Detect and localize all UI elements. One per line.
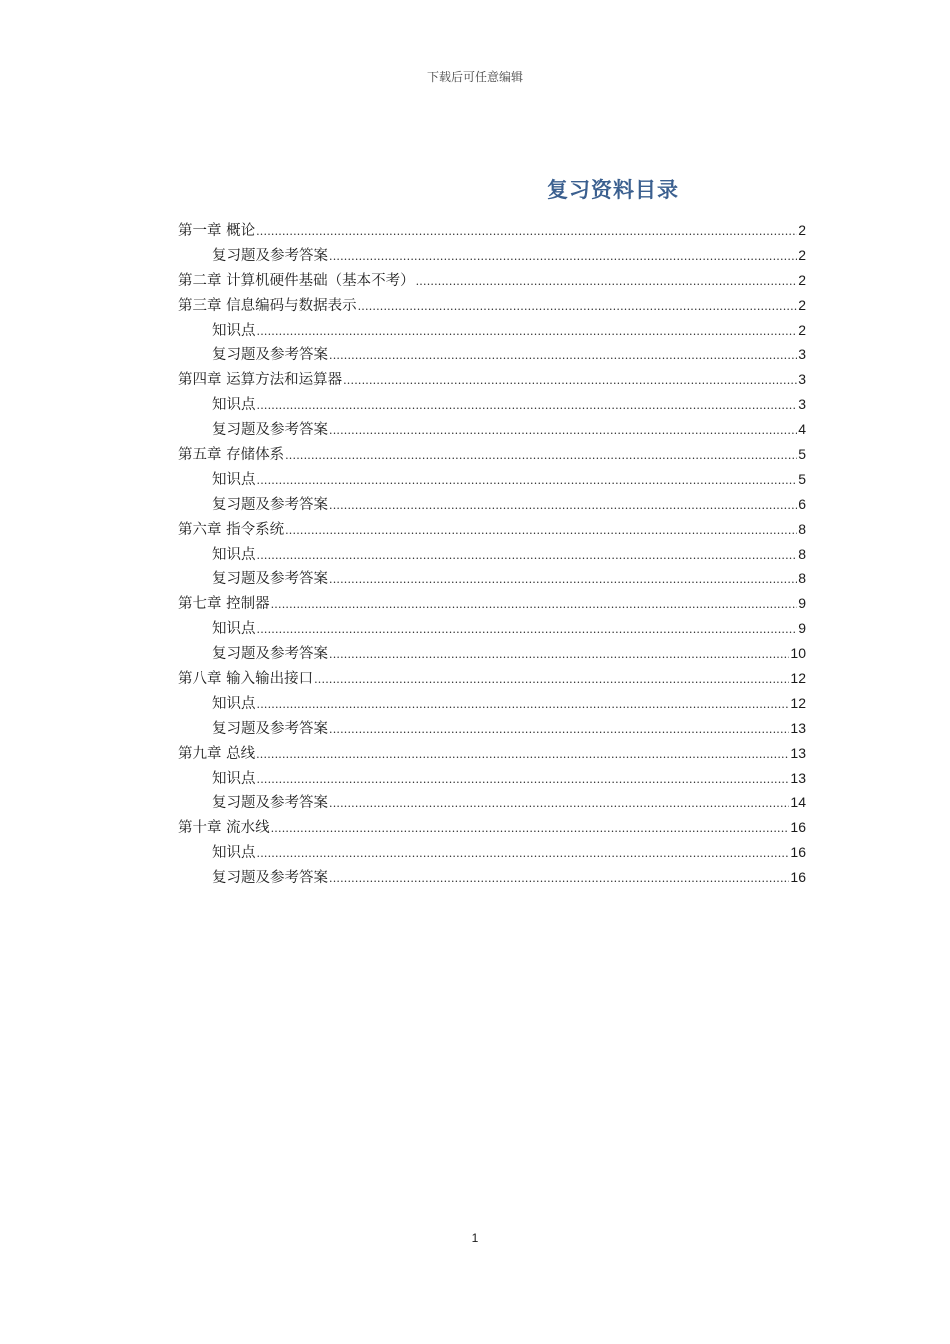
toc-entry[interactable] [178,815,806,840]
toc-entry-label: 知识点 [212,845,256,862]
toc-entry-page: 8 [798,570,806,587]
toc-entry-page: 3 [798,396,806,413]
toc-entry[interactable] [178,517,806,542]
toc-entry-label: 知识点 [212,471,256,488]
toc-entry[interactable] [178,741,806,766]
toc-dot-leader [256,743,789,768]
toc-entry-label: 知识点 [212,322,256,339]
toc-entry-label: 知识点 [212,770,256,787]
toc-entry-label: 第二章 计算机硬件基础（基本不考） [178,272,415,289]
toc-entry-page: 14 [790,794,806,811]
toc-entry-label: 复习题及参考答案 [212,870,328,887]
toc-dot-leader [285,444,797,469]
toc-dot-leader [257,693,790,718]
toc-entry[interactable] [178,766,806,791]
toc-entry[interactable] [178,542,806,567]
toc-entry[interactable] [178,691,806,716]
toc-entry-label: 第八章 输入输出接口 [178,671,314,688]
toc-entry-page: 10 [790,645,806,662]
toc-entry-label: 复习题及参考答案 [212,795,328,812]
toc-dot-leader [257,469,798,494]
toc-entry-page: 13 [790,719,806,736]
toc-entry-page: 2 [798,246,806,263]
toc-entry-label: 第四章 运算方法和运算器 [178,372,343,389]
toc-entry-label: 知识点 [212,397,256,414]
toc-entry-label: 复习题及参考答案 [212,422,328,439]
toc-entry-label: 第九章 总线 [178,745,256,762]
toc-entry[interactable] [178,318,806,343]
toc-entry-page: 6 [798,495,806,512]
toc-entry-page: 3 [798,371,806,388]
toc-dot-leader [329,792,789,817]
toc-entry-page: 8 [798,545,806,562]
toc-entry-label: 第七章 控制器 [178,596,270,613]
toc-entry[interactable] [178,268,806,293]
toc-entry[interactable] [178,840,806,865]
toc-entry[interactable] [178,293,806,318]
toc-entry-label: 复习题及参考答案 [212,571,328,588]
toc-entry[interactable] [178,218,806,243]
toc-entry-page: 9 [798,595,806,612]
toc-entry[interactable] [178,641,806,666]
toc-dot-leader [329,643,789,668]
toc-dot-leader [271,817,790,842]
toc-entry[interactable] [178,392,806,417]
toc-dot-leader [343,369,797,394]
toc-entry-page: 3 [798,346,806,363]
toc-entry-page: 13 [790,744,806,761]
toc-dot-leader [329,867,789,892]
toc-entry-label: 复习题及参考答案 [212,496,328,513]
toc-dot-leader [329,568,797,593]
toc-dot-leader [329,344,797,369]
toc-entry-page: 2 [798,321,806,338]
toc-entry-label: 第十章 流水线 [178,820,270,837]
toc-dot-leader [285,519,797,544]
toc-dot-leader [257,394,798,419]
toc-entry-page: 16 [790,844,806,861]
toc-entry[interactable] [178,243,806,268]
toc-entry[interactable] [178,342,806,367]
toc-entry[interactable] [178,616,806,641]
toc-entry-page: 2 [798,296,806,313]
toc-entry-label: 第五章 存储体系 [178,447,285,464]
toc-entry[interactable] [178,790,806,815]
toc-entry[interactable] [178,566,806,591]
toc-entry-page: 5 [798,470,806,487]
toc-dot-leader [329,245,797,270]
toc-entry-label: 知识点 [212,695,256,712]
toc-entry-label: 复习题及参考答案 [212,347,328,364]
toc-entry-label: 知识点 [212,546,256,563]
toc-entry-page: 8 [798,520,806,537]
toc-entry[interactable] [178,492,806,517]
toc-entry-label: 复习题及参考答案 [212,720,328,737]
toc-dot-leader [358,295,798,320]
toc-entry-page: 16 [790,819,806,836]
toc-dot-leader [329,494,797,519]
toc-dot-leader [329,718,789,743]
toc-dot-leader [314,668,789,693]
toc-title: 复习资料目录 [547,177,679,202]
toc-entry-label: 知识点 [212,621,256,638]
toc-entry-page: 13 [790,769,806,786]
toc-entry[interactable] [178,467,806,492]
page-number: 1 [471,1231,479,1245]
toc-entry[interactable] [178,865,806,890]
header-note: 下载后可任意编辑 [426,70,523,84]
toc-dot-leader [257,768,790,793]
toc-entry-page: 2 [798,271,806,288]
toc-entry[interactable] [178,417,806,442]
toc-entry-page: 2 [798,222,806,238]
toc-entry-page: 12 [790,670,806,687]
toc-entry-label: 第六章 指令系统 [178,521,285,538]
toc-entry-page: 5 [798,446,806,463]
toc-dot-leader [257,320,798,345]
toc-dot-leader [257,544,798,569]
toc-entry-label: 复习题及参考答案 [212,247,328,264]
toc-dot-leader [329,419,797,444]
toc-entry[interactable] [178,716,806,741]
toc-dot-leader [257,618,798,643]
toc-dot-leader [271,593,798,618]
toc-entry-label: 第一章 概论 [178,223,256,239]
toc-entry-page: 16 [790,869,806,886]
toc-dot-leader [416,270,798,295]
toc-list [178,218,806,890]
toc-entry-label: 复习题及参考答案 [212,646,328,663]
toc-entry-page: 12 [790,694,806,711]
toc-entry[interactable] [178,367,806,392]
toc-entry[interactable] [178,591,806,616]
toc-entry[interactable] [178,666,806,691]
toc-dot-leader [256,220,797,245]
toc-entry-page: 4 [798,421,806,438]
toc-entry-label: 第三章 信息编码与数据表示 [178,297,357,314]
toc-entry-page: 9 [798,620,806,637]
toc-entry[interactable] [178,442,806,467]
toc-dot-leader [257,842,790,867]
